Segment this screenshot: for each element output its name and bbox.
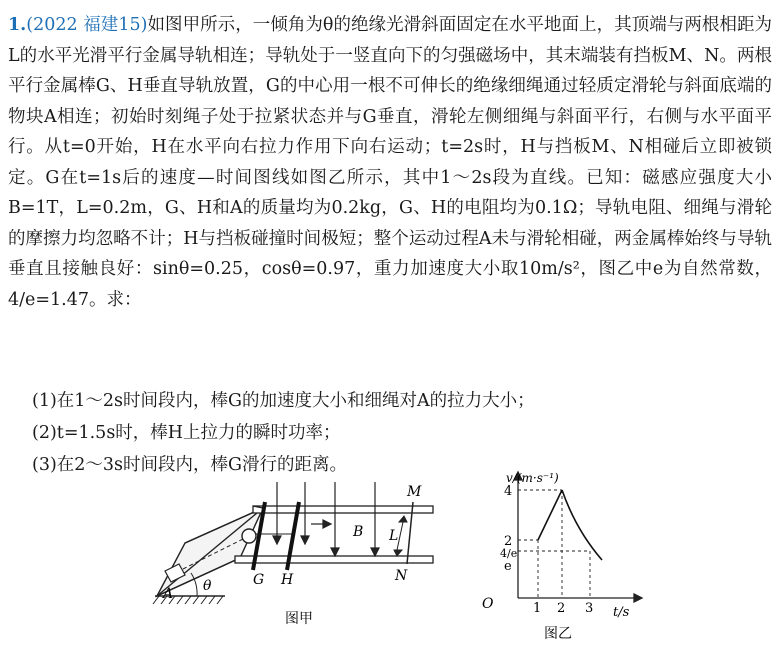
- magnetic-field-arrows: [273, 482, 379, 556]
- pulley: [242, 529, 256, 543]
- problem-body: 如图甲所示，一倾角为θ的绝缘光滑斜面固定在水平地面上，其顶端与两根相距为L的水平光滑平行金属导轨相连；导轨处于一竖直向下的匀强磁场中，其末端装有挡板M、N。两根平行金属棒G、H垂直导轨放置，G的中心用一根不可伸长的绝缘细绳通过轻质定滑轮与斜面底端的物块A相连；初始时刻绳子处于拉紧状态并与G垂直，滑轮左侧细绳与斜面平行，右侧与水平面平行。从t=0开始，H在水平向右拉力作用下向右运动；t=2s时，H与挡板M、N相碰后立即被锁定。G在t=1s后的速度—时间图线如图乙所示，其中1～2s段为直线。已知：磁感应强度大小B=1T，L=0.2m，G、H和A的质量均为0.2kg，G、H的电阻均为0.1Ω；导轨电阻、细绳与滑轮的摩擦力均忽略不计；H与挡板碰撞时间极短；整个运动过程A未与滑轮相碰，两金属棒始终与导轨垂直且接触良好：sinθ=0.25，cosθ=0.97，重力加速度大小取10m/s²，图乙中e为自然常数，4/e=1.47。求：: [8, 15, 772, 310]
- problem-number: 1.: [8, 15, 27, 35]
- caption-figure-a: 图甲: [285, 611, 313, 627]
- y-tick-4-over-e: 4/e: [500, 547, 518, 560]
- x-tick-3: 3: [585, 601, 594, 616]
- label-g: G: [253, 572, 265, 588]
- question-3: (3)在2～3s时间段内，棒G滑行的距离。: [32, 455, 348, 475]
- label-n: N: [395, 568, 408, 584]
- y-tick-4: 4: [504, 484, 513, 499]
- label-m: M: [407, 484, 422, 500]
- y-tick-e: e: [504, 559, 512, 574]
- label-theta: θ: [203, 578, 212, 594]
- x-tick-2: 2: [557, 601, 566, 616]
- vt-curve: [538, 490, 602, 560]
- question-1: (1)在1～2s时间段内，棒G的加速度大小和细绳对A的拉力大小；: [32, 391, 535, 411]
- origin-label: O: [482, 596, 494, 612]
- figure-b-vt-graph: [478, 466, 648, 648]
- question-2: (2)t=1.5s时，棒H上拉力的瞬时功率；: [32, 423, 341, 443]
- problem-source: (2022 福建15): [26, 15, 148, 35]
- x-axis-label: t/s: [613, 605, 630, 620]
- caption-figure-b: 图乙: [544, 626, 572, 642]
- label-l: L: [389, 528, 399, 544]
- x-tick-1: 1: [533, 601, 542, 616]
- figure-a-apparatus: [145, 478, 445, 648]
- label-b: B: [353, 524, 364, 540]
- y-axis-label: v/(m·s⁻¹): [506, 471, 559, 485]
- label-h: H: [281, 572, 294, 588]
- y-tick-2: 2: [504, 534, 513, 549]
- problem-text: [8, 10, 772, 315]
- label-a: A: [163, 586, 174, 602]
